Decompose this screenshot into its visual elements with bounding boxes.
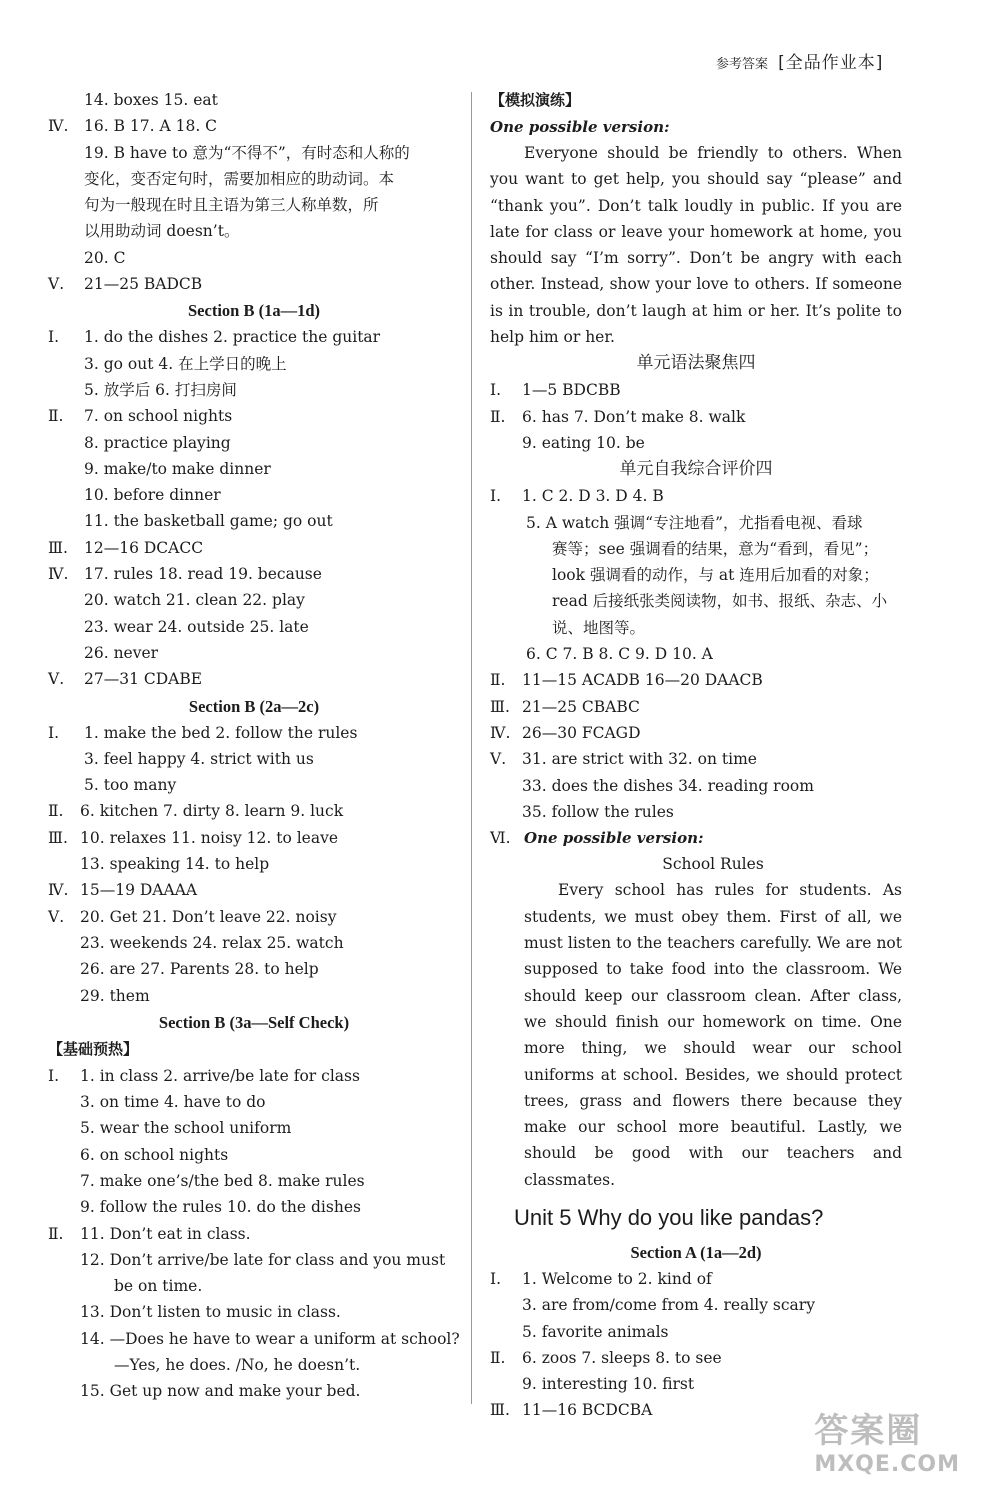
answer-text: 5. too many <box>84 776 177 795</box>
answer-text: 说、地图等。 <box>552 618 646 637</box>
answer-text: 13. Don’t listen to music in class. <box>80 1303 341 1322</box>
answer-text: 26. never <box>84 643 159 662</box>
answer-line <box>48 1352 460 1378</box>
section-numeral: Ⅴ. <box>48 275 65 294</box>
answer-line <box>48 666 460 692</box>
answer-text: 31. are strict with 32. on time <box>522 750 757 769</box>
answer-line <box>48 1273 460 1299</box>
answer-line <box>490 694 902 720</box>
answer-text: 1. in class 2. arrive/be late for class <box>80 1066 360 1085</box>
answer-text: 20. C <box>84 248 126 267</box>
answer-text: 10. before dinner <box>84 486 221 505</box>
answer-line <box>48 956 460 982</box>
answer-text: 20. watch 21. clean 22. play <box>84 591 305 610</box>
answer-line <box>490 1371 902 1397</box>
answer-text: 6. C 7. B 8. C 9. D 10. A <box>526 645 713 664</box>
section-numeral: Ⅰ. <box>490 1269 502 1288</box>
answer-line <box>490 799 902 825</box>
answer-line <box>48 587 460 613</box>
right-column <box>490 87 902 1424</box>
answer-line <box>48 430 460 456</box>
answer-text: 9. interesting 10. first <box>522 1375 695 1394</box>
answer-text: 5. wear the school uniform <box>80 1119 292 1138</box>
answer-line <box>48 87 460 113</box>
answer-text: 23. weekends 24. relax 25. watch <box>80 933 344 952</box>
section-numeral: Ⅳ. <box>48 565 69 584</box>
watermark-logo-text: 答案圈 <box>814 1411 923 1451</box>
answer-line <box>48 930 460 956</box>
answer-text: 3. feel happy 4. strict with us <box>84 749 314 768</box>
section-numeral: Ⅱ. <box>490 1348 506 1367</box>
answer-line <box>490 825 902 851</box>
bracket-tag: 【模拟演练】 <box>490 91 581 109</box>
answer-text: 14. boxes 15. eat <box>84 91 218 109</box>
answer-text: 15—19 DAAAA <box>80 881 198 900</box>
answer-line <box>490 588 902 614</box>
sample-paragraph: Everyone should be friendly to others. When you want to get help, you should say “please” and “thank you”. Don’t talk loudly in public. If you are late for class or leave your homework at home, you should say “I’m sorry”. Don’t be angry with each other. Instead, show your love to others. If someone is in trouble, don’t laugh at him or her. It’s polite to help him or her. <box>490 144 902 347</box>
section-numeral: Ⅴ. <box>48 670 65 689</box>
answer-line <box>48 746 460 772</box>
answer-text: 11—16 BCDCBA <box>522 1401 653 1420</box>
answer-text: 9. eating 10. be <box>522 433 645 452</box>
answer-text: 5. favorite animals <box>522 1322 669 1341</box>
section-numeral: Ⅳ. <box>490 723 511 742</box>
watermark-logo <box>814 1403 960 1477</box>
section-numeral: Ⅲ. <box>48 828 68 847</box>
answer-text: 12—16 DCACC <box>84 538 204 557</box>
version-label: One possible version: <box>524 829 704 848</box>
left-column <box>48 87 460 1405</box>
answer-line <box>48 983 460 1009</box>
section-numeral: Ⅱ. <box>490 671 506 690</box>
section-numeral: Ⅳ. <box>48 881 69 900</box>
answer-line <box>48 403 460 429</box>
answer-line <box>490 667 902 693</box>
section-numeral: Ⅲ. <box>490 1401 510 1420</box>
answer-line <box>48 1378 460 1404</box>
answer-line <box>48 218 460 244</box>
section-numeral: Ⅲ. <box>490 697 510 716</box>
answer-line <box>48 377 460 403</box>
answer-line <box>490 1292 902 1318</box>
answer-text: 16. B 17. A 18. C <box>84 117 218 136</box>
answer-text: 1. Welcome to 2. kind of <box>522 1269 712 1288</box>
answer-line <box>48 1194 460 1220</box>
section-numeral: Ⅰ. <box>490 487 502 506</box>
answer-line <box>48 851 460 877</box>
answer-text: 5. A watch 强调“专注地看”，尤指看电视、看球 <box>526 513 863 532</box>
answer-text: 变化，变否定句时，需要加相应的助动词。本 <box>84 169 395 188</box>
answer-text: 1. make the bed 2. follow the rules <box>84 723 358 742</box>
answer-line <box>490 746 902 772</box>
section-numeral: Ⅱ. <box>490 407 506 426</box>
bracket-tag: 【基础预热】 <box>48 1039 139 1058</box>
watermark-url: MXQE.COM <box>814 1452 960 1477</box>
answer-text: 赛等；see 强调看的结果，意为“看到，看见”； <box>552 539 879 558</box>
unit-title: Unit 5 Why do you like pandas? <box>514 1204 824 1230</box>
answer-line <box>490 1319 902 1345</box>
answer-line <box>48 1299 460 1325</box>
answer-line <box>48 271 460 297</box>
answer-text: 26—30 FCAGD <box>522 723 641 742</box>
answer-text: 6. has 7. Don’t make 8. walk <box>522 407 746 426</box>
answer-line <box>48 1168 460 1194</box>
answer-text: read 后接纸张类阅读物，如书、报纸、杂志、小 <box>552 592 888 611</box>
answer-text: 35. follow the rules <box>522 802 674 821</box>
section-numeral: Ⅱ. <box>48 802 64 821</box>
answer-text: 9. make/to make dinner <box>84 459 271 478</box>
answer-line <box>48 351 460 377</box>
answer-text: 9. follow the rules 10. do the dishes <box>80 1198 361 1217</box>
answer-text: 7. make one’s/the bed 8. make rules <box>80 1171 365 1190</box>
answer-line <box>490 404 902 430</box>
header-label: 参考答案 <box>716 57 769 72</box>
answer-text: 句为一般现在时且主语为第三人称单数，所 <box>84 196 379 215</box>
answer-line <box>48 798 460 824</box>
essay-title: School Rules <box>662 855 764 874</box>
section-numeral: Ⅰ. <box>48 1066 60 1085</box>
answer-text: 11—15 ACADB 16—20 DAACB <box>522 671 763 690</box>
answer-text: 6. zoos 7. sleeps 8. to see <box>522 1348 722 1367</box>
section-numeral: Ⅰ. <box>48 723 60 742</box>
header-brand: [全品作业本] <box>778 53 884 73</box>
answer-text: 26. are 27. Parents 28. to help <box>80 960 319 979</box>
answer-line <box>48 1115 460 1141</box>
answer-line <box>48 1089 460 1115</box>
answer-line <box>48 456 460 482</box>
section-heading: Section B (1a—1d) <box>188 301 320 321</box>
answer-text: 20. Get 21. Don’t leave 22. noisy <box>80 907 337 926</box>
answer-text: 8. practice playing <box>84 433 231 452</box>
answer-text: 7. on school nights <box>84 407 233 426</box>
answer-line <box>48 140 460 166</box>
answer-line <box>48 508 460 534</box>
answer-line <box>48 192 460 218</box>
answer-text: 14. —Does he have to wear a uniform at school? <box>80 1329 460 1348</box>
answer-line <box>490 377 902 403</box>
answer-line <box>48 324 460 350</box>
answer-text: 15. Get up now and make your bed. <box>80 1382 361 1401</box>
answer-line <box>48 535 460 561</box>
section-numeral: Ⅳ. <box>48 117 69 136</box>
answer-line <box>490 615 902 641</box>
answer-text: look 强调看的动作，与 at 连用后加看的对象； <box>552 566 879 585</box>
answer-text: 11. Don’t eat in class. <box>80 1224 251 1243</box>
answer-line <box>490 720 902 746</box>
section-heading: 单元自我综合评价四 <box>619 459 773 480</box>
answer-line <box>48 1221 460 1247</box>
section-heading: 单元语法聚焦四 <box>636 353 756 374</box>
answer-line <box>48 1142 460 1168</box>
answer-text: 17. rules 18. read 19. because <box>84 565 322 584</box>
answer-line <box>490 510 902 536</box>
answer-line <box>48 614 460 640</box>
answer-text: 27—31 CDABE <box>84 670 203 689</box>
section-numeral: Ⅰ. <box>48 328 60 347</box>
answer-text: 29. them <box>80 986 150 1005</box>
column-divider <box>471 92 472 1404</box>
answer-text: 12. Don’t arrive/be late for class and you must <box>80 1250 446 1269</box>
answer-line <box>490 562 902 588</box>
answer-line <box>48 1247 460 1273</box>
answer-line <box>48 825 460 851</box>
answer-line <box>48 245 460 271</box>
answer-line <box>48 904 460 930</box>
answer-line <box>490 773 902 799</box>
answer-text: 6. kitchen 7. dirty 8. learn 9. luck <box>80 802 344 821</box>
answer-line <box>48 1326 460 1352</box>
answer-line <box>48 113 460 139</box>
answer-line <box>48 640 460 666</box>
answer-line <box>48 166 460 192</box>
answer-line <box>48 877 460 903</box>
section-numeral: Ⅲ. <box>48 538 68 557</box>
answer-line <box>48 720 460 746</box>
section-numeral: Ⅱ. <box>48 407 64 426</box>
answer-text: 5. 放学后 6. 打扫房间 <box>84 380 237 399</box>
answer-text: 1. C 2. D 3. D 4. B <box>522 487 664 506</box>
answer-line <box>48 561 460 587</box>
answer-text: 6. on school nights <box>80 1145 229 1164</box>
answer-line <box>48 1063 460 1089</box>
answer-text: 3. on time 4. have to do <box>80 1093 266 1112</box>
section-heading: Section A (1a—2d) <box>630 1242 762 1262</box>
answer-line <box>490 1345 902 1371</box>
answer-text: 23. wear 24. outside 25. late <box>84 617 309 636</box>
section-numeral: Ⅱ. <box>48 1224 64 1243</box>
answer-line <box>48 772 460 798</box>
section-numeral: Ⅰ. <box>490 381 502 400</box>
section-heading: Section B (2a—2c) <box>188 696 320 716</box>
answer-text: 19. B have to 意为“不得不”，有时态和人称的 <box>84 143 410 162</box>
essay-paragraph: Every school has rules for students. As students, we must obey them. First of all, we must listen to the teachers carefully. We are not supposed to take food into the classroom. We should keep our classroom clean. After class, we should finish our homework on time. One more thing, we should wear our school uniforms at school. Besides, we should protect trees, grass and flowers there because they make our school more beautiful. Lastly, we should be good with our teachers and classmates. <box>524 881 902 1189</box>
answer-line <box>490 641 902 667</box>
answer-text: be on time. <box>114 1277 203 1296</box>
answer-text: 33. does the dishes 34. reading room <box>522 776 814 795</box>
answer-text: 1. do the dishes 2. practice the guitar <box>84 328 381 347</box>
answer-text: 3. go out 4. 在上学日的晚上 <box>84 354 287 373</box>
answer-text: 3. are from/come from 4. really scary <box>522 1296 815 1315</box>
section-numeral: Ⅴ. <box>490 750 507 769</box>
answer-text: —Yes, he does. /No, he doesn’t. <box>114 1356 361 1375</box>
section-heading: Section B (3a—Self Check) <box>158 1012 350 1032</box>
answer-text: 21—25 CBABC <box>522 697 640 716</box>
version-label: One possible version: <box>490 118 670 136</box>
answer-text: 21—25 BADCB <box>84 275 203 294</box>
answer-text: 1—5 BDCBB <box>522 381 621 400</box>
section-numeral: Ⅵ. <box>490 829 511 848</box>
answer-line <box>490 536 902 562</box>
answer-line <box>490 483 902 509</box>
page-header <box>716 48 883 73</box>
answer-text: 13. speaking 14. to help <box>80 855 270 874</box>
answer-text: 以用助动词 doesn’t。 <box>84 222 240 241</box>
answer-text: 11. the basketball game; go out <box>84 512 333 531</box>
answer-line <box>48 482 460 508</box>
section-numeral: Ⅴ. <box>48 907 65 926</box>
answer-line <box>490 430 902 456</box>
answer-line <box>490 1266 902 1292</box>
answer-text: 10. relaxes 11. noisy 12. to leave <box>80 828 339 847</box>
